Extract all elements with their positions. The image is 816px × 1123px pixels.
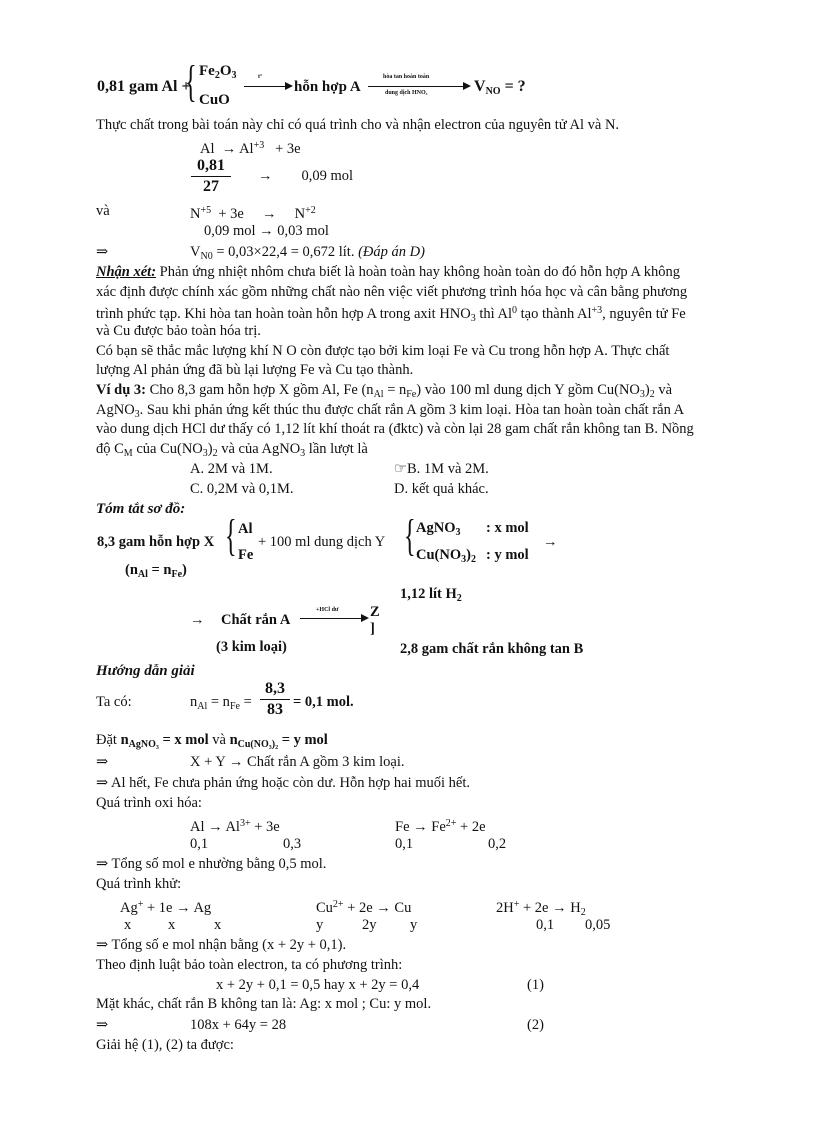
scheme1-brace: { (185, 57, 197, 106)
reduction-y1: y (316, 917, 324, 933)
paragraph-intro: Thực chất trong bài toán này chỉ có quá trình cho và nhận electron của nguyên tử Al và N. (96, 117, 620, 133)
reduction-heading: Quá trình khử: (96, 876, 182, 892)
pointing-hand-icon: ☞ (394, 461, 407, 477)
reduction-h1: 0,1 (536, 917, 555, 933)
reduction-y2: 2y (362, 917, 377, 933)
scheme1-left: 0,81 gam Al + (97, 78, 191, 95)
equation-n-va: và (96, 203, 110, 219)
scheme2-three-metals: (3 kim loại) (216, 639, 287, 655)
scheme1-cuo: CuO (199, 92, 230, 108)
option-c: C. 0,2M và 0,1M. (190, 481, 294, 497)
scheme2-bracket: ] (370, 621, 375, 637)
scheme2-hcl-arrow-head (361, 614, 369, 622)
reduction-x2: x (168, 917, 176, 933)
scheme1-arrow1-line (244, 86, 286, 87)
scheme1-mix: hỗn hợp A (294, 79, 361, 95)
equation-al-moles: → 0,09 mol (258, 168, 354, 184)
oxidation-v4: 0,2 (488, 836, 507, 852)
conservation-statement: Theo định luật bảo toàn electron, ta có phương trình: (96, 957, 403, 973)
example3-line4: độ $C_M$ của $Cu(NO_3)_2$ và của AgNO$_3$ lần lượt là (96, 441, 368, 459)
dat-line: Đặt $n_{AgNO_3} = x$ mol và $n_{Cu(NO_3)_2} = y$ mol (96, 732, 328, 750)
scheme1-result: $V_{NO}$ = ? (474, 78, 526, 97)
conclusion-al: ⇒ Al hết, Fe chưa phản ứng hoặc còn dư. Hỗn hợp hai muối hết. (96, 775, 471, 791)
total-received: ⇒ Tổng số e mol nhận bằng (x + 2y + 0,1). (96, 937, 347, 953)
example3-line3: vào dung dịch HCl dư thấy có 1,12 lít khí thoát ra (đktc) và còn lại 28 gam chất rắn không tan B. Nồng (96, 421, 694, 437)
equation-1: x + 2y + 0,1 = 0,5 hay x + 2y = 0,4 (216, 977, 420, 993)
paragraph-question-line2: lượng Al phản ứng đã bù lại lượng Fe và Cu tạo thành. (96, 362, 414, 378)
fraction-081-27: 0,81 27 (191, 157, 231, 196)
taco-expression: $n_{Al} = n_{Fe}$ = (190, 694, 252, 712)
solid-b-statement: Mặt khác, chất rắn B không tan là: Ag: x mol ; Cu: y mol. (96, 996, 432, 1012)
taco-label: Ta có: (96, 694, 132, 710)
scheme1-arrow2-head (463, 82, 471, 90)
reaction-xy: X + Y → Chất rắn A gồm 3 kim loại. (190, 754, 405, 770)
equation-2: 108x + 64y = 28 (190, 1017, 287, 1033)
paragraph-question-line1: Có bạn sẽ thắc mắc lượng khí N O còn được tạo bởi kim loại Fe và Cu trong hỗn hợp A. Thực chất (96, 343, 670, 359)
total-given: ⇒ Tổng số mol e nhường bằng 0,5 mol. (96, 856, 327, 872)
example3-line2: AgNO$_3$. Sau khi phản ứng kết thúc thu được chất rắn A gồm 3 kim loại. Hòa tan hoàn toàn chất rắn A (96, 402, 685, 420)
scheme2-h2: 1,12 lít $H_2$ (400, 586, 462, 604)
equation-n: $N^{+5} + 3e$ → $N^{+2}$ (190, 205, 316, 222)
scheme2-brace2: { (404, 511, 416, 560)
reduction-y3: y (410, 917, 418, 933)
scheme2-left: 8,3 gam hỗn hợp X (97, 534, 215, 550)
vno-result: $V_{N0} = 0,03\times 22,4 = 0,672$ lít. (Đáp án D) (190, 244, 425, 262)
nhanxet-line4: và Cu được bảo toàn hóa trị. (96, 323, 261, 339)
option-b: ☞B. 1M và 2M. (394, 461, 489, 477)
reduction-ag: Ag+ + 1e → Ag (120, 899, 212, 916)
scheme1-fe2o3: $Fe_2O_3$ (199, 63, 237, 81)
example3-line1: Ví dụ 3: Cho 8,3 gam hỗn hợp X gồm Al, Fe $(n_{Al} = n_{Fe})$ vào 100 ml dung dịch Y gồm $Cu(NO_3)_2$ và (96, 382, 673, 400)
reduction-x3: x (214, 917, 222, 933)
equation-1-number: (1) (527, 977, 544, 993)
implies-vno: ⇒ (96, 244, 109, 260)
scheme2-fe: Fe (238, 547, 254, 563)
oxidation-v3: 0,1 (395, 836, 414, 852)
scheme1-arrow1-label: t° (258, 74, 263, 80)
scheme2-z: Z (370, 604, 380, 620)
scheme2-residue-b: 2,8 gam chất rắn không tan B (400, 641, 584, 657)
implies-2: ⇒ (96, 1017, 109, 1033)
heading-summary: Tóm tắt sơ đồ: (96, 501, 186, 517)
nhanxet-line3: trình phức tạp. Khi hòa tan hoàn toàn hỗn hợp A trong axit $HNO_3$ thì Al$^0$ tạo thành $Al^{+3}$, nguyên tử Fe (96, 305, 686, 324)
taco-result: = 0,1 mol. (293, 694, 354, 710)
oxidation-v2: 0,3 (283, 836, 302, 852)
oxidation-v1: 0,1 (190, 836, 209, 852)
scheme2-arrow-pre: → (190, 612, 205, 628)
scheme1-arrow2-top: hòa tan hoàn toàn (383, 74, 430, 80)
reduction-cu: $Cu^{2+} + 2e \to Cu$ (316, 899, 412, 916)
scheme1-arrow2-line (368, 86, 464, 87)
nhanxet-line1: Nhận xét: Phản ứng nhiệt nhôm chưa biết là hoàn toàn hay không hoàn toàn do đó hỗn hợp A không (96, 264, 680, 280)
reduction-x1: x (124, 917, 132, 933)
scheme1-arrow1-head (285, 82, 293, 90)
scheme2-hcl-label: +HCl dư (316, 607, 339, 613)
scheme2-cuno3-value: : y mol (486, 547, 529, 563)
scheme2-hcl-arrow-line (300, 618, 362, 619)
scheme2-cuno3: $Cu(NO_3)_2$ (416, 547, 476, 565)
option-d: D. kết quả khác. (394, 481, 489, 497)
scheme2-agno3-value: : x mol (486, 520, 529, 536)
equation-n-moles: 0,09 mol → 0,03 mol (204, 223, 329, 239)
nhanxet-line2: xác định được chính xác gồm những chất nào nên việc viết phương trình hóa học và cân bằng phương (96, 284, 688, 300)
oxidation-heading: Quá trình oxi hóa: (96, 795, 202, 811)
reduction-h: $2H^+ + 2e \to H_2$ (496, 899, 586, 918)
equation-2-number: (2) (527, 1017, 544, 1033)
scheme2-al: Al (238, 521, 253, 537)
scheme2-arrow: → (543, 534, 558, 550)
scheme2-condition: $(n_{Al} = n_{Fe})$ (125, 562, 187, 580)
reduction-h2: 0,05 (585, 917, 611, 933)
scheme2-solid-a: Chất rắn A (221, 612, 291, 628)
equation-al: $Al \to Al^{+3}$ + 3e (200, 140, 301, 157)
implies-1: ⇒ (96, 754, 109, 770)
scheme2-plus: + 100 ml dung dịch Y (258, 534, 386, 550)
scheme2-brace1: { (225, 511, 237, 560)
oxidation-al: $Al \to Al^{3+} + 3e$ (190, 818, 280, 835)
scheme1-arrow2-bottom: dung dịch HNO₃ (385, 90, 428, 96)
solve-system: Giải hệ (1), (2) ta được: (96, 1037, 234, 1053)
option-a: A. 2M và 1M. (190, 461, 273, 477)
scheme2-agno3: AgNO$_3$ (416, 520, 461, 538)
oxidation-fe: $Fe \to Fe^{2+} + 2e$ (395, 818, 486, 835)
fraction-83-83: 8,3 83 (260, 680, 290, 719)
heading-solution: Hướng dẫn giải (96, 663, 195, 679)
